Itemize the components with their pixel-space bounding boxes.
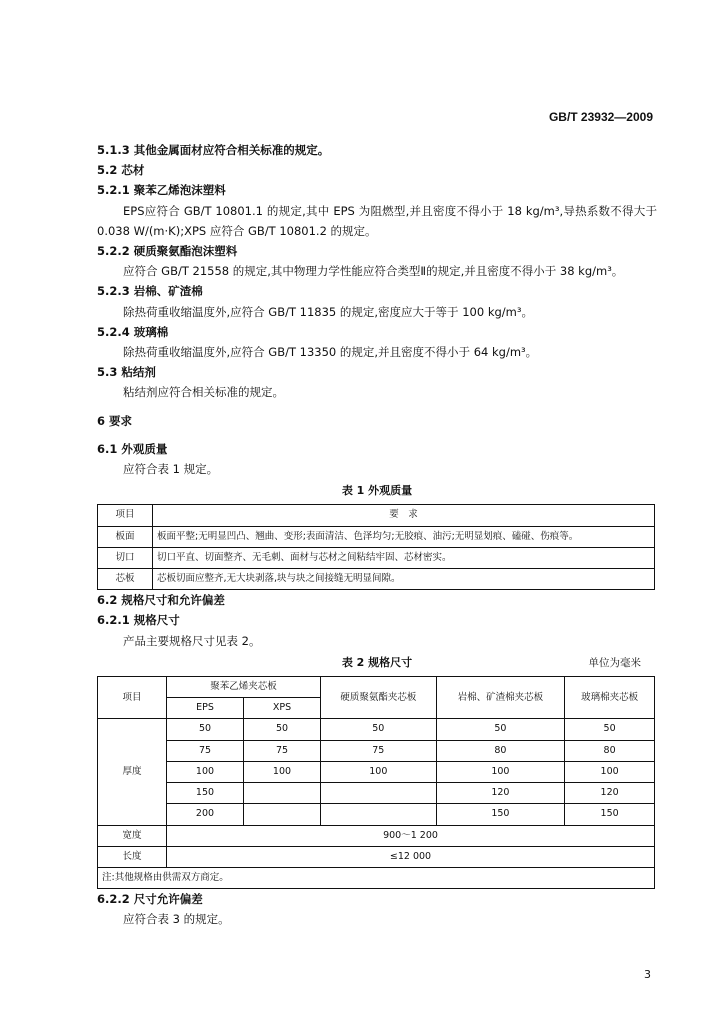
table-cell: 宽度 (98, 825, 167, 846)
table-cell: 100 (167, 761, 244, 782)
table-cell: 切口 (98, 547, 153, 568)
table-header-cell: XPS (244, 698, 321, 719)
table-header-row (98, 677, 655, 698)
section-5-2-4-heading: 5.2.4 玻璃棉 (97, 324, 169, 339)
table-cell: 75 (321, 740, 437, 761)
table-row (98, 846, 655, 867)
table-cell: 50 (321, 719, 437, 740)
table-cell (321, 804, 437, 825)
table-cell: 150 (565, 804, 655, 825)
table-cell: 100 (244, 761, 321, 782)
section-6-1-body: 应符合表 1 规定。 (123, 462, 219, 477)
table-cell: 120 (565, 783, 655, 804)
table-row (98, 526, 655, 547)
table2-caption-row (97, 653, 657, 673)
section-6-2-1-body: 产品主要规格尺寸见表 2。 (123, 633, 261, 648)
table-note: 注:其他规格由供需双方商定。 (98, 867, 655, 888)
table-cell: 板面 (98, 526, 153, 547)
table-header-cell: 项目 (98, 505, 153, 526)
table-cell: 100 (321, 761, 437, 782)
section-5-3-body: 粘结剂应符合相关标准的规定。 (123, 385, 284, 400)
table-row (98, 804, 655, 825)
section-6-2-heading: 6.2 规格尺寸和允许偏差 (97, 593, 225, 608)
table-row (98, 761, 655, 782)
section-5-2-2-body: 应符合 GB/T 21558 的规定,其中物理力学性能应符合类型Ⅱ的规定,并且密度不得小于 38 kg/m³。 (123, 264, 624, 279)
table-note-row (98, 867, 655, 888)
table-cell: 50 (436, 719, 565, 740)
table-cell: 75 (244, 740, 321, 761)
table-header-cell: 玻璃棉夹芯板 (565, 677, 655, 719)
document-body (97, 140, 657, 930)
section-5-2-2-heading: 5.2.2 硬质聚氨酯泡沫塑料 (97, 244, 238, 259)
table-cell: 芯板 (98, 569, 153, 590)
table-cell: 120 (436, 783, 565, 804)
table-header-cell: 硬质聚氨酯夹芯板 (321, 677, 437, 719)
section-6-2-2-body: 应符合表 3 的规定。 (123, 912, 230, 927)
table2-specifications (97, 676, 655, 889)
table-cell: 150 (436, 804, 565, 825)
table-row (98, 569, 655, 590)
table-header-cell: 项目 (98, 677, 167, 719)
table-header-row (98, 505, 655, 526)
section-5-2-3-body: 除热荷重收缩温度外,应符合 GB/T 11835 的规定,密度应大于等于 100 kg/m³。 (123, 304, 533, 319)
table-row (98, 547, 655, 568)
section-5-1-3: 5.1.3 其他金属面材应符合相关标准的规定。 (97, 143, 330, 157)
section-5-3-heading: 5.3 粘结剂 (97, 365, 156, 380)
section-6-1-heading: 6.1 外观质量 (97, 441, 168, 456)
table-row (98, 783, 655, 804)
table-cell (244, 783, 321, 804)
section-5-2-heading: 5.2 芯材 (97, 163, 145, 178)
section-6-2-2-heading: 6.2.2 尺寸允许偏差 (97, 892, 203, 907)
table-row (98, 719, 655, 740)
table1-appearance-quality (97, 504, 655, 590)
section-5-2-4-body: 除热荷重收缩温度外,应符合 GB/T 13350 的规定,并且密度不得小于 64 kg/m³。 (123, 345, 538, 360)
table-cell: 50 (565, 719, 655, 740)
table-cell: 50 (244, 719, 321, 740)
section-5-2-1-heading: 5.2.1 聚苯乙烯泡沫塑料 (97, 183, 226, 198)
table-cell: 厚度 (98, 719, 167, 825)
table-cell: 900～1 200 (167, 825, 655, 846)
table-cell: 100 (565, 761, 655, 782)
section-6-heading: 6 要求 (97, 413, 133, 428)
standard-code: GB/T 23932—2009 (548, 110, 653, 124)
table-row (98, 740, 655, 761)
table-header-cell: 要 求 (153, 505, 655, 526)
table-cell: 150 (167, 783, 244, 804)
table-header-cell: 聚苯乙烯夹芯板 (167, 677, 321, 698)
table-cell: 200 (167, 804, 244, 825)
table-header-cell: EPS (167, 698, 244, 719)
table2-unit: 单位为毫米 (588, 656, 641, 669)
section-5-2-3-heading: 5.2.3 岩棉、矿渣棉 (97, 284, 203, 299)
table-header-cell: 岩棉、矿渣棉夹芯板 (436, 677, 565, 719)
table-cell: 长度 (98, 846, 167, 867)
table1-caption: 表 1 外观质量 (341, 484, 413, 498)
table-cell (244, 804, 321, 825)
section-6-2-1-heading: 6.2.1 规格尺寸 (97, 613, 180, 628)
section-5-2-1-body: EPS应符合 GB/T 10801.1 的规定,其中 EPS 为阻燃型,并且密度不得小于 18 kg/m³,导热系数不得大于 0.038 W/(m·K);XPS 应符合 GB/T 10801.2 的规定。 (97, 203, 657, 238)
table-cell: 芯板切面应整齐,无大块剥落,块与块之间接缝无明显间隙。 (153, 569, 655, 590)
table-cell: 50 (167, 719, 244, 740)
table-cell: 80 (436, 740, 565, 761)
table2-caption: 表 2 规格尺寸 (341, 655, 413, 669)
table-cell: 100 (436, 761, 565, 782)
table-cell: 75 (167, 740, 244, 761)
table-cell: 切口平直、切面整齐、无毛刺、面材与芯材之间粘结牢固、芯材密实。 (153, 547, 655, 568)
table-cell: ≤12 000 (167, 846, 655, 867)
page-number: 3 (644, 968, 651, 981)
table-cell: 80 (565, 740, 655, 761)
table-cell: 板面平整;无明显凹凸、翘曲、变形;表面清洁、色泽均匀;无胶痕、油污;无明显划痕、磕碰、伤痕等。 (153, 526, 655, 547)
table-row (98, 825, 655, 846)
table-cell (321, 783, 437, 804)
